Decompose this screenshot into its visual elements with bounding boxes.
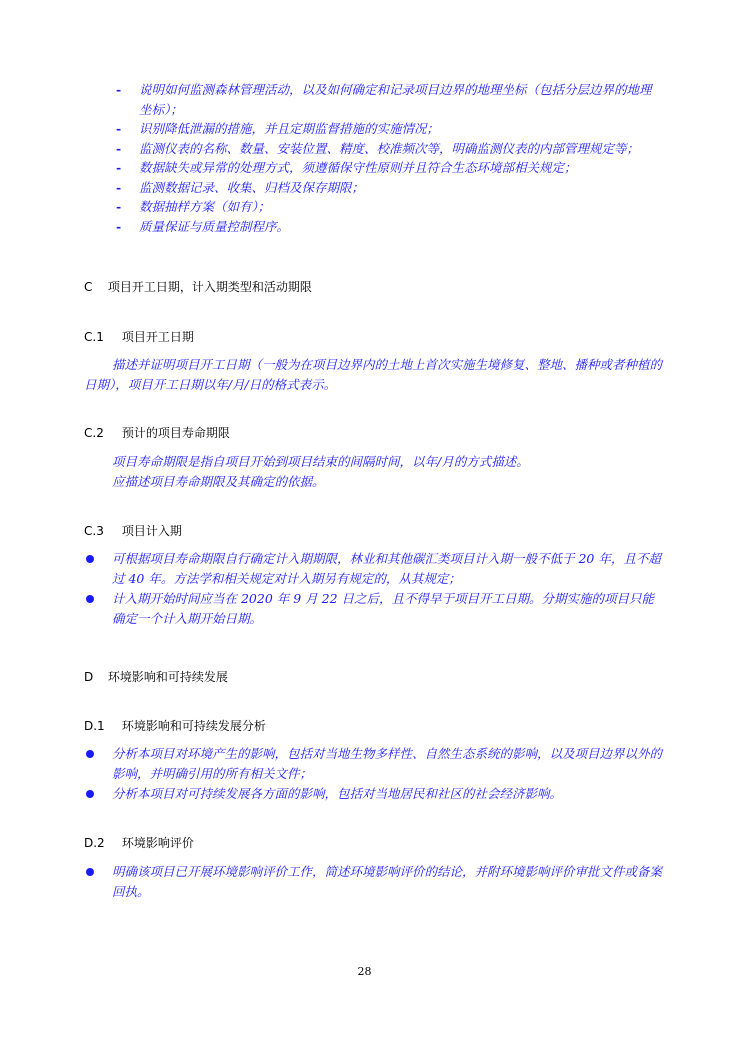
dash-marker: -	[116, 82, 122, 97]
section-title: 环境影响评价	[121, 836, 194, 850]
dash-marker: -	[116, 199, 122, 214]
section-number: D.2	[84, 836, 105, 850]
bullet-item: 分析本项目对环境产生的影响，包括对当地生物多样性、自然生态系统的影响，以及项目边界以外的影响，并明确引用的所有相关文件；	[84, 744, 664, 784]
section-title: 项目开工日期，计入期类型和活动期限	[107, 280, 312, 294]
section-d1-heading	[84, 717, 266, 734]
section-number: D.1	[84, 719, 105, 733]
section-title: 环境影响和可持续发展分析	[121, 719, 266, 733]
page-number: 28	[357, 965, 372, 978]
dash-marker: -	[116, 121, 122, 136]
c2-description-line1: 项目寿命期限是指自项目开始到项目结束的间隔时间，以年/月的方式描述。	[112, 454, 529, 469]
d1-bullet-list	[84, 744, 664, 804]
list-item: - 说明如何监测森林管理活动，以及如何确定和记录项目边界的地理坐标（包括分层边界的地理坐标）；	[116, 82, 652, 117]
c3-bullet-list	[84, 549, 664, 629]
section-d2-heading	[84, 834, 194, 851]
section-title: 项目计入期	[121, 524, 182, 538]
section-title: 预计的项目寿命期限	[121, 426, 230, 440]
bullet-dot-icon	[86, 555, 94, 563]
section-number: C.2	[84, 426, 104, 440]
d2-bullet-list	[84, 862, 664, 902]
list-item: - 监测仪表的名称、数量、安装位置、精度、校准频次等，明确监测仪表的内部管理规定等；	[116, 139, 661, 159]
bullet-dot-icon	[86, 595, 94, 603]
section-number: C	[84, 280, 93, 294]
bullet-item: 计入期开始时间应当在 2020 年 9 月 22 日之后，且不得早于项目开工日期。分期实施的项目只能确定一个计入期开始日期。	[84, 589, 664, 629]
list-item: - 数据抽样方案（如有）；	[116, 197, 661, 217]
list-item: - 识别降低泄漏的措施，并且定期监督措施的实施情况；	[116, 119, 661, 139]
section-c-heading	[84, 278, 312, 295]
c2-description-line2: 应描述项目寿命期限及其确定的依据。	[112, 474, 325, 489]
list-item: - 监测数据记录、收集、归档及保存期限；	[116, 178, 661, 198]
bullet-item: 可根据项目寿命期限自行确定计入期期限，林业和其他碳汇类项目计入期一般不低于 20 年，且不超过 40 年。方法学和相关规定对计入期另有规定的，从其规定；	[84, 549, 664, 589]
bullet-dot-icon	[86, 790, 94, 798]
dash-marker: -	[116, 179, 122, 195]
list-item: - 数据缺失或异常的处理方式，须遵循保守性原则并且符合生态环境部相关规定；	[116, 158, 661, 178]
list-item: - 质量保证与质量控制程序。	[116, 217, 661, 237]
bullet-dot-icon	[86, 750, 94, 758]
section-number: D	[84, 670, 94, 684]
c1-description: 描述并证明项目开工日期（一般为在项目边界内的土地上首次实施生境修复、整地、播种或者种植的日期），项目开工日期以年/月/日的格式表示。	[84, 357, 663, 392]
section-c1-heading	[84, 328, 194, 345]
bullet-item: 明确该项目已开展环境影响评价工作，简述环境影响评价的结论，并附环境影响评价审批文件或备案回执。	[84, 862, 664, 902]
section-number: C.3	[84, 524, 104, 538]
bullet-item: 分析本项目对可持续发展各方面的影响，包括对当地居民和社区的社会经济影响。	[84, 784, 664, 804]
dash-marker: -	[116, 218, 122, 234]
dash-marker: -	[116, 160, 122, 175]
dash-marker: -	[116, 140, 122, 156]
section-title: 环境影响和可持续发展	[107, 670, 228, 684]
section-title: 项目开工日期	[121, 330, 194, 344]
monitoring-requirements-list	[116, 80, 661, 236]
section-d-heading	[84, 668, 228, 685]
section-c3-heading	[84, 522, 182, 539]
bullet-dot-icon	[86, 868, 94, 876]
section-c2-heading	[84, 424, 230, 441]
section-number: C.1	[84, 330, 104, 344]
